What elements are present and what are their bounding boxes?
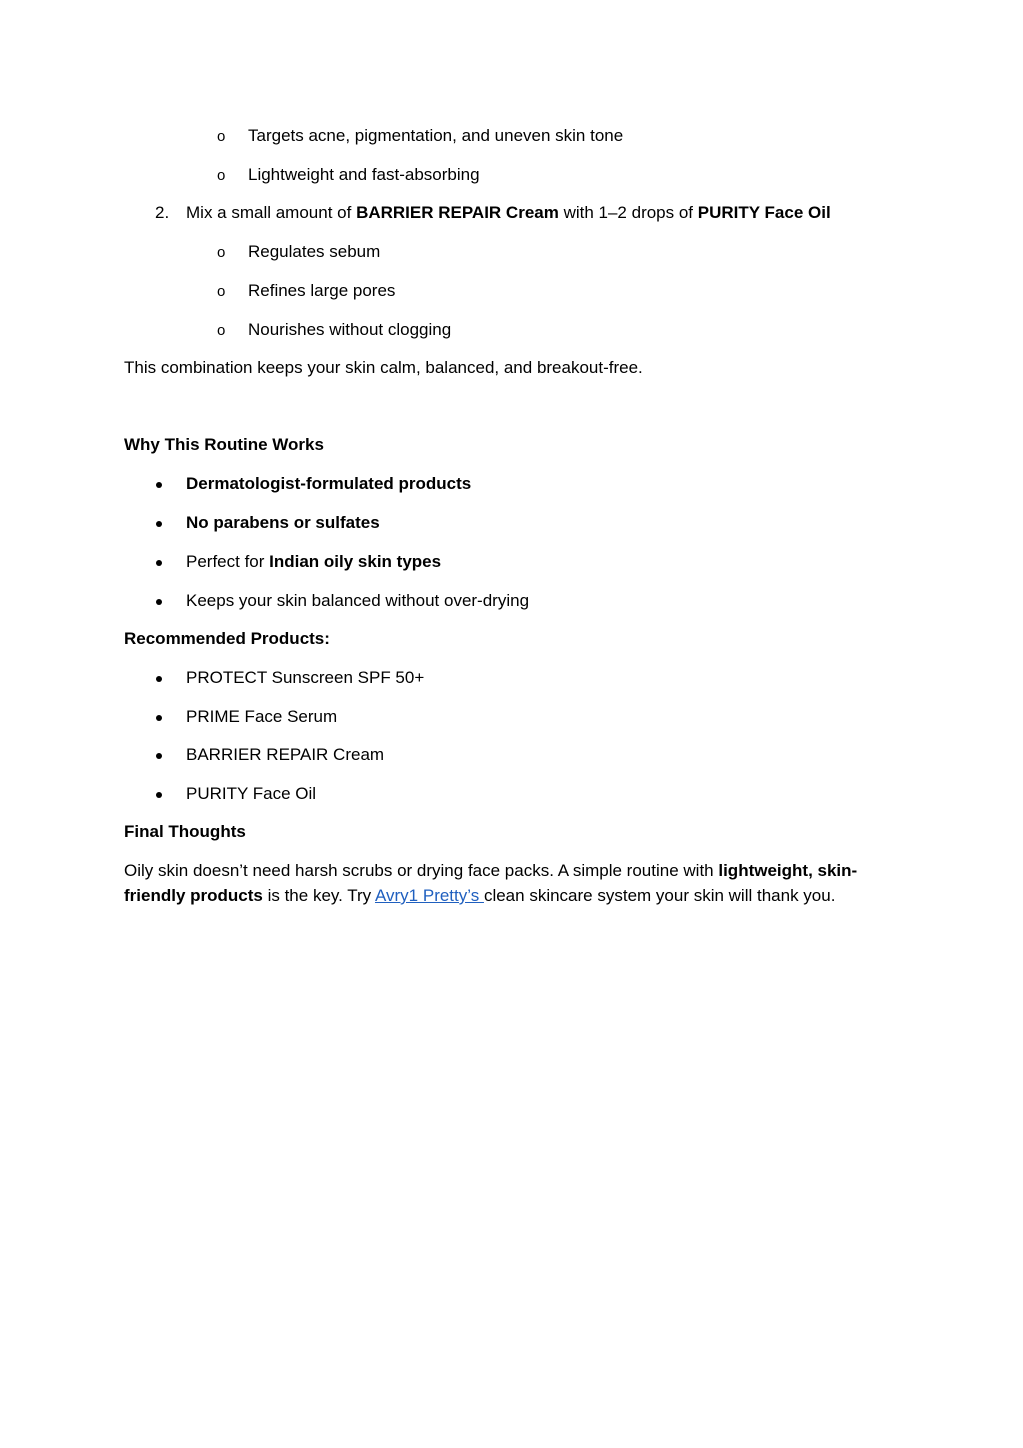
final-text: Oily skin doesn’t need harsh scrubs or drying face packs. A simple routine with (124, 861, 719, 880)
bullet-dot (156, 599, 162, 605)
circle-bullet: o (217, 322, 226, 339)
final-bold: friendly products (124, 886, 263, 905)
step-2-bold-oil: PURITY Face Oil (697, 203, 831, 222)
list-item-bold: No parabens or sulfates (186, 513, 380, 532)
list-item: Targets acne, pigmentation, and uneven skin tone (248, 126, 624, 145)
bullet-dot (156, 715, 162, 721)
recommended-heading (124, 628, 330, 650)
list-item-bold: Dermatologist-formulated products (186, 474, 472, 493)
list-item: Nourishes without clogging (248, 320, 452, 339)
step-number: 2. (155, 203, 170, 222)
list-item: PROTECT Sunscreen SPF 50+ (186, 668, 425, 687)
list-item: Lightweight and fast-absorbing (248, 165, 480, 184)
step-2-mid: with 1–2 drops of (558, 203, 698, 222)
final-paragraph-line-2 (124, 885, 835, 907)
circle-bullet: o (217, 128, 226, 145)
bullet-dot (156, 676, 162, 682)
list-item: PURITY Face Oil (186, 784, 317, 803)
bullet-dot (156, 521, 162, 527)
list-item: Regulates sebum (248, 242, 381, 261)
bullet-dot (156, 792, 162, 798)
list-item (186, 473, 471, 495)
final-paragraph-line-1 (124, 860, 857, 882)
bullet-dot (156, 560, 162, 566)
bullet-dot (156, 753, 162, 759)
step-2-text (186, 202, 831, 224)
list-item-pre: Perfect for (186, 552, 270, 571)
step-2-pre: Mix a small amount of (186, 203, 357, 222)
final-bold: lightweight, skin- (718, 861, 858, 880)
final-heading (124, 821, 246, 843)
list-item: BARRIER REPAIR Cream (186, 745, 385, 764)
circle-bullet: o (217, 244, 226, 261)
combination-paragraph: This combination keeps your skin calm, balanced, and breakout-free. (124, 358, 643, 377)
final-text: clean skincare system your skin will thank you. (483, 886, 836, 905)
circle-bullet: o (217, 167, 226, 184)
why-heading (124, 434, 324, 456)
brand-link[interactable]: Avry1 Pretty’s (374, 886, 484, 905)
list-item (186, 512, 380, 534)
list-item (186, 551, 441, 573)
final-text: is the key. Try (262, 886, 375, 905)
list-item: PRIME Face Serum (186, 707, 338, 726)
list-item: Refines large pores (248, 281, 396, 300)
why-heading-text: Why This Routine Works (124, 435, 324, 454)
list-item-bold: Indian oily skin types (269, 552, 442, 571)
step-2-bold-product: BARRIER REPAIR Cream (356, 203, 559, 222)
bullet-dot (156, 482, 162, 488)
final-heading-text: Final Thoughts (124, 822, 246, 841)
list-item: Keeps your skin balanced without over-drying (186, 591, 530, 610)
circle-bullet: o (217, 283, 226, 300)
recommended-heading-text: Recommended Products: (124, 629, 330, 648)
